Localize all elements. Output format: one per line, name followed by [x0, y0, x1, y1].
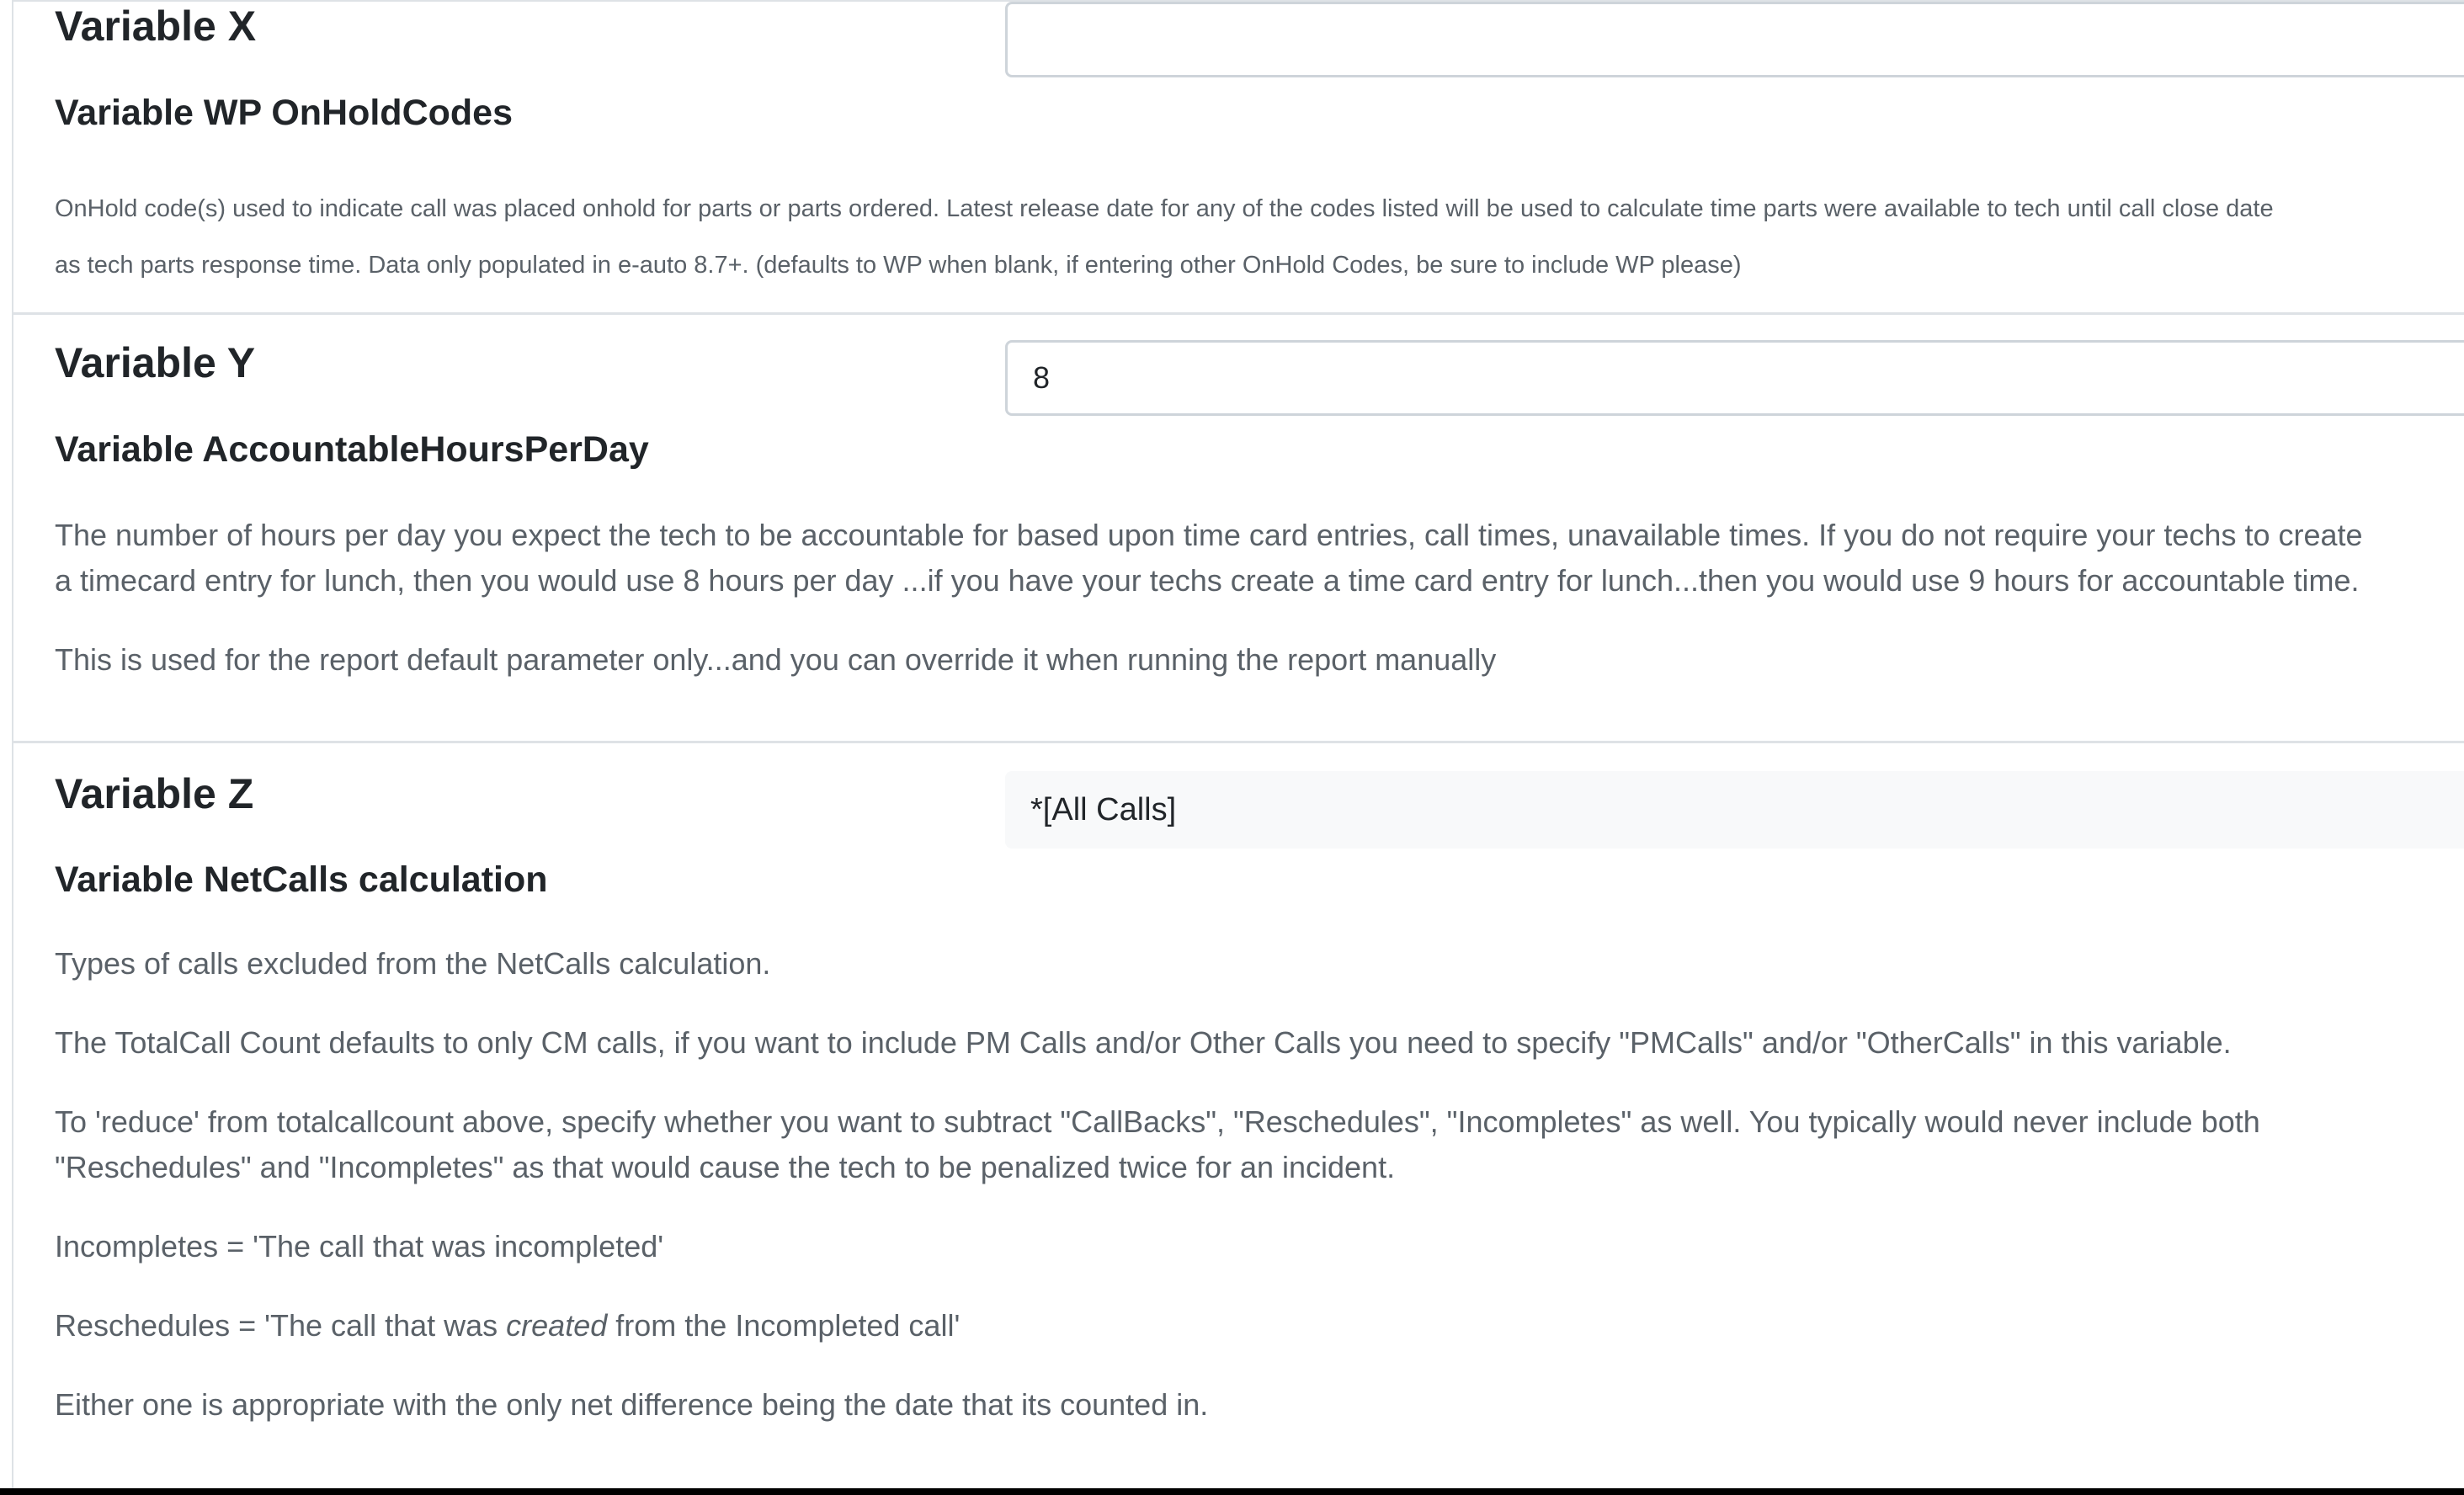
- variable-x-subtitle: Variable WP OnHoldCodes: [55, 93, 513, 133]
- description-line: a timecard entry for lunch, then you would use 8 hours per day ...if you have your techs create a time card entry for lunch...then you would use 9 hours for accountable time.: [55, 563, 2360, 598]
- description-line: "Reschedules" and "Incompletes" as that would cause the tech to be penalized twice for an incident.: [55, 1150, 1396, 1184]
- variable-x-title: Variable X: [55, 3, 257, 50]
- reschedules-text-a: Reschedules = 'The call that was: [55, 1308, 498, 1343]
- description-line: OnHold code(s) used to indicate call was placed onhold for parts or parts ordered. Latest release date for any of the codes listed will be used to calculate time parts were available to tech until call close date: [55, 195, 2274, 222]
- description-line-reschedules: [55, 1303, 2395, 1349]
- description-line: This is used for the report default parameter only...and you can override it when running the report manually: [55, 642, 1497, 677]
- variable-y-section: [13, 312, 2464, 743]
- description-line: Types of calls excluded from the NetCalls calculation.: [55, 946, 771, 981]
- variable-y-subtitle: Variable AccountableHoursPerDay: [55, 429, 649, 470]
- variable-z-section: [13, 743, 2464, 1488]
- description-line: The number of hours per day you expect the tech to be accountable for based upon time card entries, call times, unavailable times. If you do not require your techs to create: [55, 518, 2363, 552]
- variable-z-select[interactable]: *[All Calls]: [1005, 771, 2464, 849]
- description-line: To 'reduce' from totalcallcount above, specify whether you want to subtract "CallBacks", "Reschedules", "Incompletes" as well. You typically would never include both: [55, 1104, 2260, 1139]
- variable-y-description: [55, 513, 2395, 683]
- variable-x-description: [55, 181, 2395, 294]
- variable-z-subtitle: Variable NetCalls calculation: [55, 859, 548, 900]
- variable-y-input[interactable]: [1005, 340, 2464, 416]
- reschedules-text-b: from the Incompleted call': [615, 1308, 961, 1343]
- description-line: Incompletes = 'The call that was incompleted': [55, 1229, 664, 1264]
- bottom-bar: [0, 1488, 2464, 1495]
- variable-x-section: [13, 2, 2464, 315]
- variable-x-input[interactable]: [1005, 2, 2464, 77]
- variable-y-title: Variable Y: [55, 339, 256, 386]
- variable-z-description: [55, 941, 2395, 1428]
- description-line: Either one is appropriate with the only net difference being the date that its counted in.: [55, 1387, 1209, 1422]
- reschedules-emphasis: created: [506, 1308, 608, 1343]
- description-line: as tech parts response time. Data only populated in e-auto 8.7+. (defaults to WP when blank, if entering other OnHold Codes, be sure to include WP please): [55, 252, 1742, 279]
- variable-z-title: Variable Z: [55, 770, 254, 817]
- description-line: The TotalCall Count defaults to only CM calls, if you want to include PM Calls and/or Other Calls you need to specify "PMCalls" and/or "OtherCalls" in this variable.: [55, 1025, 2232, 1060]
